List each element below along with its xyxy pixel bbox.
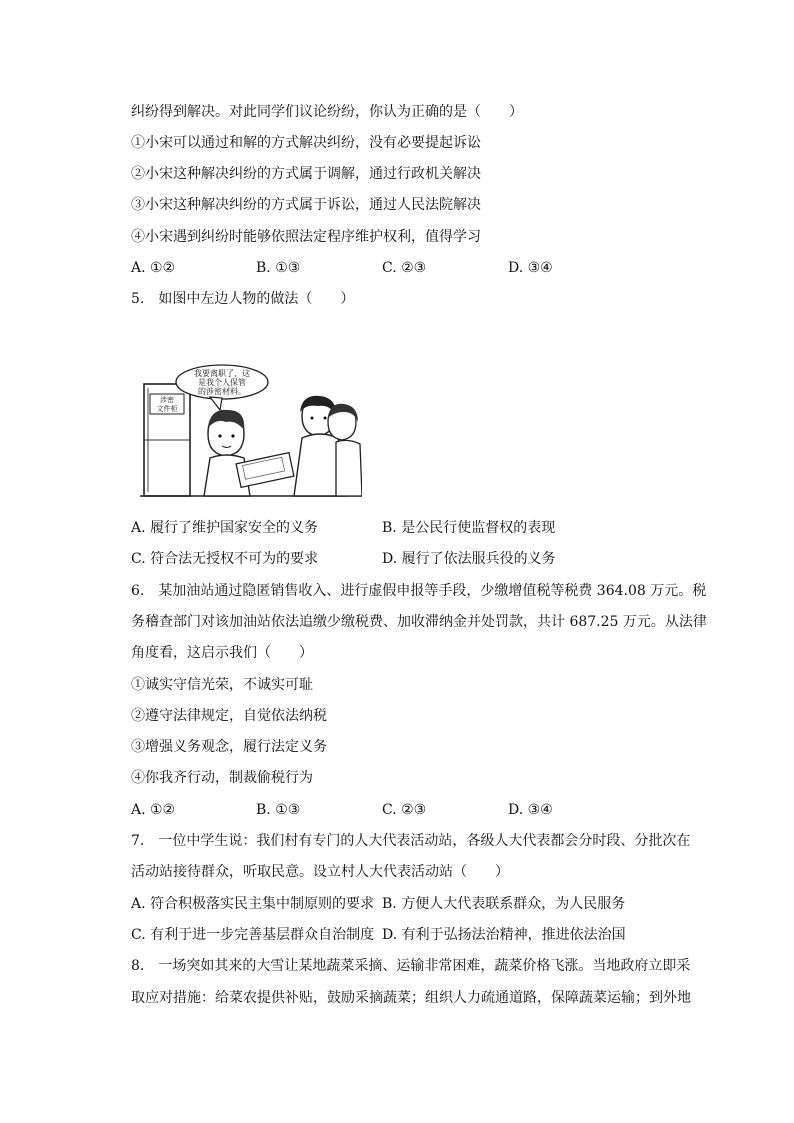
q6-stem-line-1: 6. 某加油站通过隐匿销售收入、进行虚假申报等手段，少缴增值税等税费 364.08 万元。税 <box>131 583 707 599</box>
q4-item-3: ③小宋这种解决纠纷的方式属于诉讼，通过人民法院解决 <box>131 197 481 213</box>
q6-item-1: ①诚实守信光荣，不诚实可耻 <box>131 677 313 693</box>
q7-option-b: B. 方便人大代表联系群众，为人民服务 <box>382 896 626 912</box>
q6-option-a: A. ①② <box>131 802 176 818</box>
q6-item-2: ②遵守法律规定，自觉依法纳税 <box>131 708 327 724</box>
q5-option-b: B. 是公民行使监督权的表现 <box>382 520 556 536</box>
q6-option-d: D. ③④ <box>508 802 553 818</box>
cabinet-label-line-1: 涉密 <box>160 396 174 404</box>
cabinet-label-line-2: 文件柜 <box>156 405 178 413</box>
q8-stem-line-1: 8. 一场突如其来的大雪让某地蔬菜采摘、运输非常困难，蔬菜价格飞涨。当地政府立即采 <box>131 958 691 974</box>
q7-option-a: A. 符合积极落实民主集中制原则的要求 <box>131 896 375 912</box>
q4-item-1: ①小宋可以通过和解的方式解决纠纷，没有必要提起诉讼 <box>131 135 481 151</box>
q6-stem-line-3: 角度看，这启示我们（ ） <box>131 645 313 661</box>
q4-stem-tail: 纠纷得到解决。对此同学们议论纷纷，你认为正确的是（ ） <box>131 104 523 120</box>
q5-cartoon-illustration <box>140 362 362 498</box>
q7-stem-line-1: 7. 一位中学生说：我们村有专门的人大代表活动站，各级人大代表都会分时段、分批次在 <box>131 833 691 849</box>
q7-option-c: C. 有利于进一步完善基层群众自治制度 <box>131 927 375 943</box>
q6-stem-line-2: 务稽查部门对该加油站依法追缴少缴税费、加收滞纳金并处罚款，共计 687.25 万元。从法律 <box>131 614 707 630</box>
q5-stem: 5. 如图中左边人物的做法（ ） <box>131 291 355 307</box>
q6-option-b: B. ①③ <box>256 802 301 818</box>
right-persons-figure <box>294 396 362 496</box>
q4-item-4: ④小宋遇到纠纷时能够依照法定程序维护权利，值得学习 <box>131 229 481 245</box>
bubble-line-1: 我要离职了，这 <box>194 369 250 378</box>
q8-stem-line-2: 取应对措施：给菜农提供补贴，鼓励采摘蔬菜；组织人力疏通道路，保障蔬菜运输；到外地 <box>131 990 691 1006</box>
q4-option-c: C. ②③ <box>382 260 427 276</box>
bubble-line-2: 是我个人保管 <box>198 378 246 387</box>
q6-item-4: ④你我齐行动，制裁偷税行为 <box>131 770 313 786</box>
q4-option-a: A. ①② <box>131 260 176 276</box>
q5-option-a: A. 履行了维护国家安全的义务 <box>131 520 319 536</box>
q4-option-d: D. ③④ <box>508 260 553 276</box>
q6-option-c: C. ②③ <box>382 802 427 818</box>
q4-item-2: ②小宋这种解决纠纷的方式属于调解，通过行政机关解决 <box>131 166 481 182</box>
q7-stem-line-2: 活动站接待群众，听取民意。设立村人大代表活动站（ ） <box>131 864 509 880</box>
bubble-line-3: 的涉密材料。 <box>198 387 246 396</box>
q5-option-c: C. 符合法无授权不可为的要求 <box>131 551 319 567</box>
q5-option-d: D. 履行了依法服兵役的义务 <box>382 551 556 567</box>
q6-item-3: ③增强义务观念，履行法定义务 <box>131 739 327 755</box>
q7-option-d: D. 有利于弘扬法治精神，推进依法治国 <box>382 927 626 943</box>
q4-option-b: B. ①③ <box>256 260 301 276</box>
